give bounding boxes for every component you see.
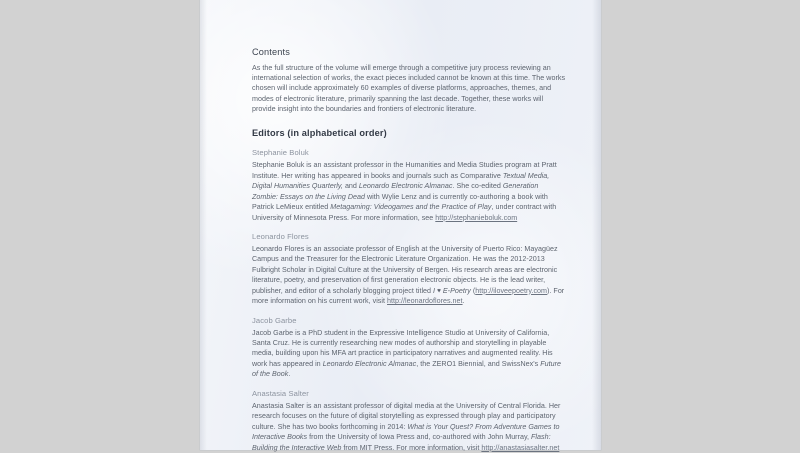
editor-entry — [252, 316, 566, 380]
bio-text-run: , under contract with University of Minnesota Press. For more information, see — [252, 203, 557, 222]
editor-bio — [252, 160, 566, 223]
editor-entry — [252, 389, 566, 453]
editor-bio — [252, 401, 566, 453]
editor-bio — [252, 328, 566, 380]
bio-text-run: . — [462, 297, 465, 306]
bio-text-run: and — [342, 182, 359, 191]
italic-title: I — [433, 286, 438, 295]
bio-text-run: Jacob Garbe is a PhD student in the Expressive Intelligence Studio at University of California, Santa Cruz. He is currently researching new modes of authorship and storytelling in playable media, building upon his MFA art practice in participatory narratives and augmented reality. His work has appeared in — [252, 328, 553, 368]
italic-title: Metagaming: Videogames and the Practice of Play — [330, 203, 492, 212]
external-link[interactable]: http://leonardoflores.net — [387, 297, 463, 306]
bio-text-run: with Wylie Lenz and is currently co-authoring a book with Patrick LeMieux entitled — [252, 192, 548, 212]
editors-list — [252, 148, 566, 453]
editor-entry — [252, 148, 566, 223]
external-link[interactable]: http://stephanieboluk.com — [435, 213, 518, 222]
external-link[interactable]: http://anastasiasalter.net — [481, 443, 560, 452]
bio-text-run: . — [288, 370, 291, 379]
italic-title: Future of the Book — [252, 359, 561, 379]
editor-name: Stephanie Boluk — [252, 148, 309, 158]
editors-heading: Editors (in alphabetical order) — [252, 127, 387, 138]
italic-title: Flash: Building the Interactive Web — [252, 433, 551, 452]
italic-title: Leonardo Electronic Almanac — [322, 359, 417, 368]
heart-icon: ♥ — [437, 287, 441, 295]
italic-title: Generation Zombie: Essays on the Living Dead — [252, 182, 539, 201]
document-page — [200, 0, 601, 450]
bio-text-run: Anastasia Salter is an assistant professor of digital media at the University of Central Florida. Her research focuses on the future of digital storytelling as expressed through play and participatory culture. She has two books forthcoming in 2014: — [252, 401, 561, 431]
editor-name: Leonardo Flores — [252, 232, 309, 242]
bio-text-run: from MIT Press. For more information, visit — [341, 443, 482, 452]
contents-heading: Contents — [252, 47, 290, 57]
external-link[interactable]: http://iloveepoetry.com — [475, 286, 548, 295]
page-content — [252, 47, 566, 453]
bio-text-run: , the ZERO1 Biennial, and SwissNex's — [416, 359, 541, 368]
bio-text-run: Leonardo Flores is an associate professor of English at the University of Puerto Rico: Mayagüez Campus and the Treasurer for the Electronic Literature Organization. He was the 2012-2013 Fulbright Scholar in Digital Culture at the University of Bergen. His research areas are electronic literature, poetry, and preservation of first generation electronic objects. He is the lead writer, publisher, and editor of a scholarly blogging project titled — [252, 244, 558, 295]
italic-title: E-Poetry — [440, 286, 471, 295]
italic-title: Leonardo Electronic Almanac — [358, 182, 453, 191]
editor-entry — [252, 232, 566, 307]
editor-name: Jacob Garbe — [252, 315, 297, 325]
italic-title: What is Your Quest? From Adventure Games to Interactive Books — [252, 422, 560, 442]
bio-text-run: ). For more information on his current work, visit — [252, 286, 565, 306]
editor-name: Anastasia Salter — [252, 388, 309, 398]
editor-bio — [252, 244, 566, 307]
bio-text-run: . She co-edited — [452, 182, 503, 191]
bio-text-run: from the University of Iowa Press and, co-authored with John Murray, — [307, 433, 532, 442]
bio-text-run: ( — [470, 286, 476, 295]
italic-title: Textual Media, Digital Humanities Quarterly, — [252, 171, 550, 191]
bio-text-run: Stephanie Boluk is an assistant professor in the Humanities and Media Studies program at Pratt Institute. Her writing has appeared in books and journals such as Comparative — [252, 161, 557, 180]
contents-paragraph: As the full structure of the volume will emerge through a competitive jury process reviewing an international selection of works, the exact pieces included cannot be known at this time. The works chosen will include approximately 60 examples of diverse platforms, approaches, themes, and modes of electronic literature, primarily spanning the last decade. Together, these works will provide insight into the boundaries and frontiers of electronic literature. — [252, 63, 566, 114]
